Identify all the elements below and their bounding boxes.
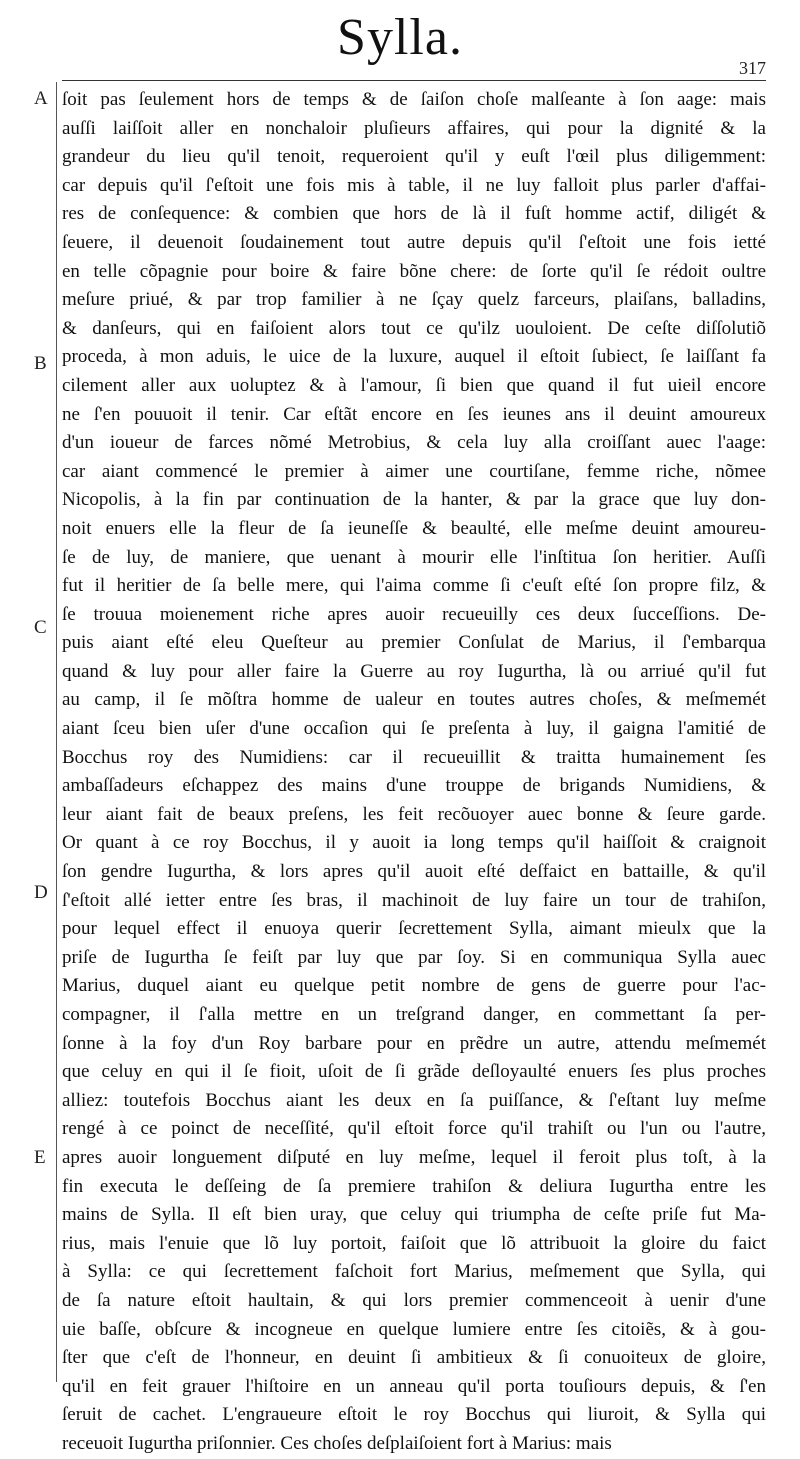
text-line: ſeruit de cachet. L'engraueure eſtoit le roy Bocchus qui liuroit, & Sylla qui xyxy=(62,1404,766,1426)
text-line: à Sylla: ce qui ſecrettement faſchoit fort Marius, meſmement que Sylla, qui xyxy=(62,1261,766,1283)
text-line: car aiant commencé le premier à aimer une courtiſane, femme riche, nõmee xyxy=(62,460,766,482)
text-line: apres auoir longuement diſputé en luy meſme, lequel il feroit plus toſt, à la xyxy=(62,1146,766,1168)
text-line: pour lequel effect il enuoya querir ſecrettement Sylla, aimant mieulx que la xyxy=(62,918,766,940)
text-line: Marius, duquel aiant eu quelque petit nombre de gens de guerre pour l'ac- xyxy=(62,975,766,997)
text-line: Or quant à ce roy Bocchus, il y auoit ia long temps qu'il haiſſoit & craignoit xyxy=(62,832,766,854)
text-line: res de conſequence: & combien que hors de là il fuſt homme actif, diligét & xyxy=(62,203,766,225)
text-line: priſe de Iugurtha ſe feiſt par luy que par ſoy. Si en communiqua Sylla auec xyxy=(62,946,766,968)
text-line: car depuis qu'il ſ'eſtoit une fois mis à table, il ne luy falloit plus parler d'affai- xyxy=(62,174,766,196)
text-line: meſure priué, & par trop familier à ne ſçay quelz farceurs, plaiſans, balladins, xyxy=(62,289,766,311)
text-line: ſon gendre Iugurtha, & lors apres qu'il auoit eſté deſfaict en battaille, & qu'il xyxy=(62,861,766,883)
text-line: alliez: toutefois Bocchus aiant les deux en ſa puiſſance, & ſ'eſtant luy meſme xyxy=(62,1089,766,1111)
text-line: auſſi laiſſoit aller en nonchaloir pluſieurs affaires, qui pour la dignité & la xyxy=(62,117,766,139)
text-line: ſ'eſtoit allé ietter entre ſes bras, il machinoit de luy faire un tour de trahiſon, xyxy=(62,889,766,911)
page-number: 317 xyxy=(739,58,766,78)
body-text xyxy=(62,86,766,1459)
margin-letter-c: C xyxy=(34,617,47,638)
text-line: qu'il en feit grauer l'hiſtoire en un anneau qu'il porta touſiours depuis, & ſ'en xyxy=(62,1375,766,1397)
text-line: rius, mais l'enuie que lõ luy portoit, faiſoit que lõ attribuoit la gloire du faict xyxy=(62,1232,766,1254)
running-title: Sylla. xyxy=(337,9,463,66)
text-line: ſoit pas ſeulement hors de temps & de ſaiſon choſe malſeante à ſon aage: mais xyxy=(62,89,766,110)
text-line: puis aiant eſté eleu Queſteur au premier Conſulat de Marius, il ſ'embarqua xyxy=(62,632,766,654)
text-line: Nicopolis, à la fin par continuation de la hanter, & par la grace que luy don- xyxy=(62,489,766,511)
text-line: noit enuers elle la fleur de ſa ieuneſſe & beaulté, elle meſme deuint amoureu- xyxy=(62,517,766,539)
text-line: ne ſ'en pouuoit il tenir. Car eſtãt encore en ſes ieunes ans il deuint amoureux xyxy=(62,403,766,425)
text-line: fut il heritier de ſa belle mere, qui l'aima comme ſi c'euſt eſté ſon propre filz, & xyxy=(62,575,766,597)
text-line: mains de Sylla. Il eſt bien uray, que celuy qui triumpha de ceſte priſe fut Ma- xyxy=(62,1204,766,1226)
text-line: uie baſſe, obſcure & incogneue en quelque lumiere entre ſes citoiẽs, & à gou- xyxy=(62,1318,766,1340)
text-line: au camp, il ſe mõſtra homme de ualeur en toutes autres choſes, & meſmemét xyxy=(62,689,766,711)
text-line: aiant ſceu bien uſer d'une occaſion qui ſe preſenta à luy, il gaigna l'amitié de xyxy=(62,718,766,740)
text-line: quand & luy pour aller faire la Guerre au roy Iugurtha, là ou arriué qu'il fut xyxy=(62,660,766,682)
margin-letter-b: B xyxy=(34,353,47,374)
text-line: ſe de luy, de maniere, que uenant à mourir elle l'inſtitua ſon heritier. Auſſi xyxy=(62,546,766,568)
text-line: ſter que c'eſt de l'honneur, en deuint ſi ambitieux & ſi conuoiteux de gloire, xyxy=(62,1347,766,1369)
text-line: proceda, à mon aduis, le uice de la luxure, auquel il eſtoit ſubiect, ſe laiſſant fa xyxy=(62,346,766,368)
text-line: & danſeurs, qui en faiſoient alors tout ce qu'ilz uouloient. De ceſte diſſolutiõ xyxy=(62,317,766,339)
margin-letter-d: D xyxy=(34,882,48,903)
text-line: receuoit Iugurtha priſonnier. Ces choſes deſplaiſoient fort à Marius: mais xyxy=(62,1432,612,1454)
text-line: grandeur du lieu qu'il tenoit, requeroient qu'il y euſt l'œil plus diligemment: xyxy=(62,146,766,168)
text-line: rengé à ce poinct de neceſſité, qu'il eſtoit force qu'il trahiſt ou l'un ou l'autre, xyxy=(62,1118,766,1140)
text-line: ſeuere, il deuenoit ſoudainement tout autre depuis qu'il ſ'eſtoit une fois ietté xyxy=(62,231,766,253)
margin-letter-e: E xyxy=(34,1147,46,1168)
text-line: leur aiant fait de beaux preſens, les feit recõuoyer auec bonne & ſeure garde. xyxy=(62,803,766,825)
text-line: d'un ioueur de farces nõmé Metrobius, & cela luy alla croiſſant auec l'aage: xyxy=(62,432,766,454)
text-line: cilement aller aux uoluptez & à l'amour, ſi bien que quand il fut uieil encore xyxy=(62,374,766,396)
margin-letter-a: A xyxy=(34,88,48,109)
text-line: compagner, il ſ'alla mettre en un treſgrand danger, en commettant ſa per- xyxy=(62,1004,766,1025)
text-line: que celuy en qui il ſe fioit, uſoit de ſi grãde deſloyaulté enuers ſes plus proches xyxy=(62,1061,766,1083)
margin-rule xyxy=(56,82,57,1382)
text-line: ambaſſadeurs eſchappez des mains d'une trouppe de brigands Numidiens, & xyxy=(62,775,766,797)
text-line: fin executa le deſſeing de ſa premiere trahiſon & deliura Iugurtha entre les xyxy=(62,1175,766,1197)
text-line: en telle cõpagnie pour boire & faire bõne chere: de ſorte qu'il ſe rédoit oultre xyxy=(62,260,766,282)
text-line: de ſa nature eſtoit haultain, & qui lors premier commenceoit à uenir d'une xyxy=(62,1289,766,1311)
text-line: Bocchus roy des Numidiens: car il recueuillit & traitta humainement ſes xyxy=(62,746,766,768)
text-line: ſe trouua moienement riche apres auoir recueuilly ces deux ſucceſſions. De- xyxy=(62,603,766,625)
header-rule xyxy=(62,80,766,81)
text-line: ſonne à la foy d'un Roy barbare pour en prẽdre un autre, attendu meſmemét xyxy=(62,1032,766,1054)
